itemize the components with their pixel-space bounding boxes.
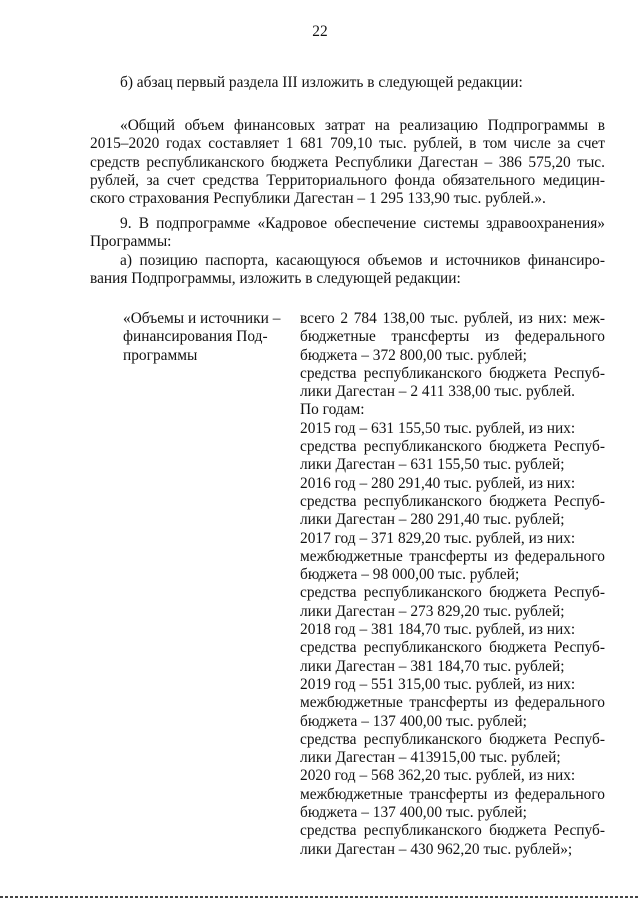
passport-value-line: лики Дагестан – 381 184,70 тыс. рублей; <box>300 657 565 675</box>
passport-value-line: лики Дагестан – 273 829,20 тыс. рублей; <box>300 602 565 620</box>
quote-line-4: рублей, за счет средства Территориального фонда обязательного медицин- <box>90 171 605 189</box>
passport-value-line: бюджета – 137 400,00 тыс. рублей; <box>300 712 527 730</box>
passport-value-line: бюджета – 98 000,00 тыс. рублей; <box>300 566 520 584</box>
passport-value-line: По годам: <box>300 401 365 419</box>
passport-value-line: средства республиканского бюджета Респуб- <box>300 492 605 510</box>
item-9-line-1: 9. В подпрограмме «Кадровое обеспечение системы здравоохранения» <box>120 215 605 232</box>
quote-line-5: ского страхования Республики Дагестан – 1 295 133,90 тыс. рублей.». <box>90 190 546 208</box>
passport-label-line: программы <box>123 346 198 364</box>
passport-value-line: 2016 год – 280 291,40 тыс. рублей, из них: <box>300 474 576 492</box>
passport-value-line: 2018 год – 381 184,70 тыс. рублей, из них: <box>300 621 576 639</box>
passport-value-line: средства республиканского бюджета Респуб- <box>300 822 605 840</box>
passport-value-line: межбюджетные трансферты из федерального <box>300 694 605 712</box>
passport-label-cell <box>123 310 293 365</box>
page-number: 22 <box>312 23 328 40</box>
passport-value-line: средства республиканского бюджета Респуб- <box>300 364 605 382</box>
passport-value-line: 2015 год – 631 155,50 тыс. рублей, из них: <box>300 419 576 437</box>
item-9-line-3: а) позицию паспорта, касающуюся объемов и источников финансиро- <box>120 251 605 269</box>
passport-label-line: финансирования Под- <box>123 328 268 346</box>
passport-value-line: 2017 год – 371 829,20 тыс. рублей, из них: <box>300 529 576 547</box>
passport-label-line: «Объемы и источники – <box>123 310 281 327</box>
passport-value-line: лики Дагестан – 430 962,20 тыс. рублей»; <box>300 840 573 858</box>
passport-value-line: лики Дагестан – 2 411 338,00 тыс. рублей. <box>300 383 576 401</box>
passport-value-line: средства республиканского бюджета Респуб- <box>300 730 605 748</box>
page-bottom-rule <box>0 896 640 898</box>
passport-value-line: межбюджетные трансферты из федерального <box>300 547 605 565</box>
item-9-line-4: вания Подпрограммы, изложить в следующей редакции: <box>90 269 461 287</box>
passport-value-line: межбюджетные трансферты из федерального <box>300 785 605 803</box>
passport-value-line: средства республиканского бюджета Респуб- <box>300 438 605 456</box>
item-b-paragraph <box>90 74 605 92</box>
passport-value-line: бюджетные трансферты из федерального <box>300 328 605 346</box>
passport-value-line: средства республиканского бюджета Респуб- <box>300 584 605 602</box>
quote-line-3: средств республиканского бюджета Республики Дагестан – 386 575,20 тыс. <box>90 153 605 171</box>
passport-value-line: средства республиканского бюджета Респуб- <box>300 639 605 657</box>
passport-value-line: бюджета – 137 400,00 тыс. рублей; <box>300 804 527 822</box>
passport-value-line: лики Дагестан – 280 291,40 тыс. рублей; <box>300 511 565 529</box>
passport-value-line: всего 2 784 138,00 тыс. рублей, из них: меж- <box>300 310 605 327</box>
quote-line-1: «Общий объем финансовых затрат на реализацию Подпрограммы в <box>120 117 605 134</box>
passport-value-line: лики Дагестан – 413915,00 тыс. рублей; <box>300 749 561 767</box>
passport-value-line: лики Дагестан – 631 155,50 тыс. рублей; <box>300 456 565 474</box>
passport-value-cell <box>300 310 605 859</box>
quote-line-2: 2015–2020 годах составляет 1 681 709,10 тыс. рублей, в том числе за счет <box>90 135 605 153</box>
passport-value-line: 2019 год – 551 315,00 тыс. рублей, из них: <box>300 675 576 693</box>
item-b-line: б) абзац первый раздела III изложить в следующей редакции: <box>120 74 523 91</box>
item-9-line-2: Программы: <box>90 233 172 251</box>
passport-value-line: 2020 год – 568 362,20 тыс. рублей, из них: <box>300 767 576 785</box>
passport-value-line: бюджета – 372 800,00 тыс. рублей; <box>300 346 527 364</box>
